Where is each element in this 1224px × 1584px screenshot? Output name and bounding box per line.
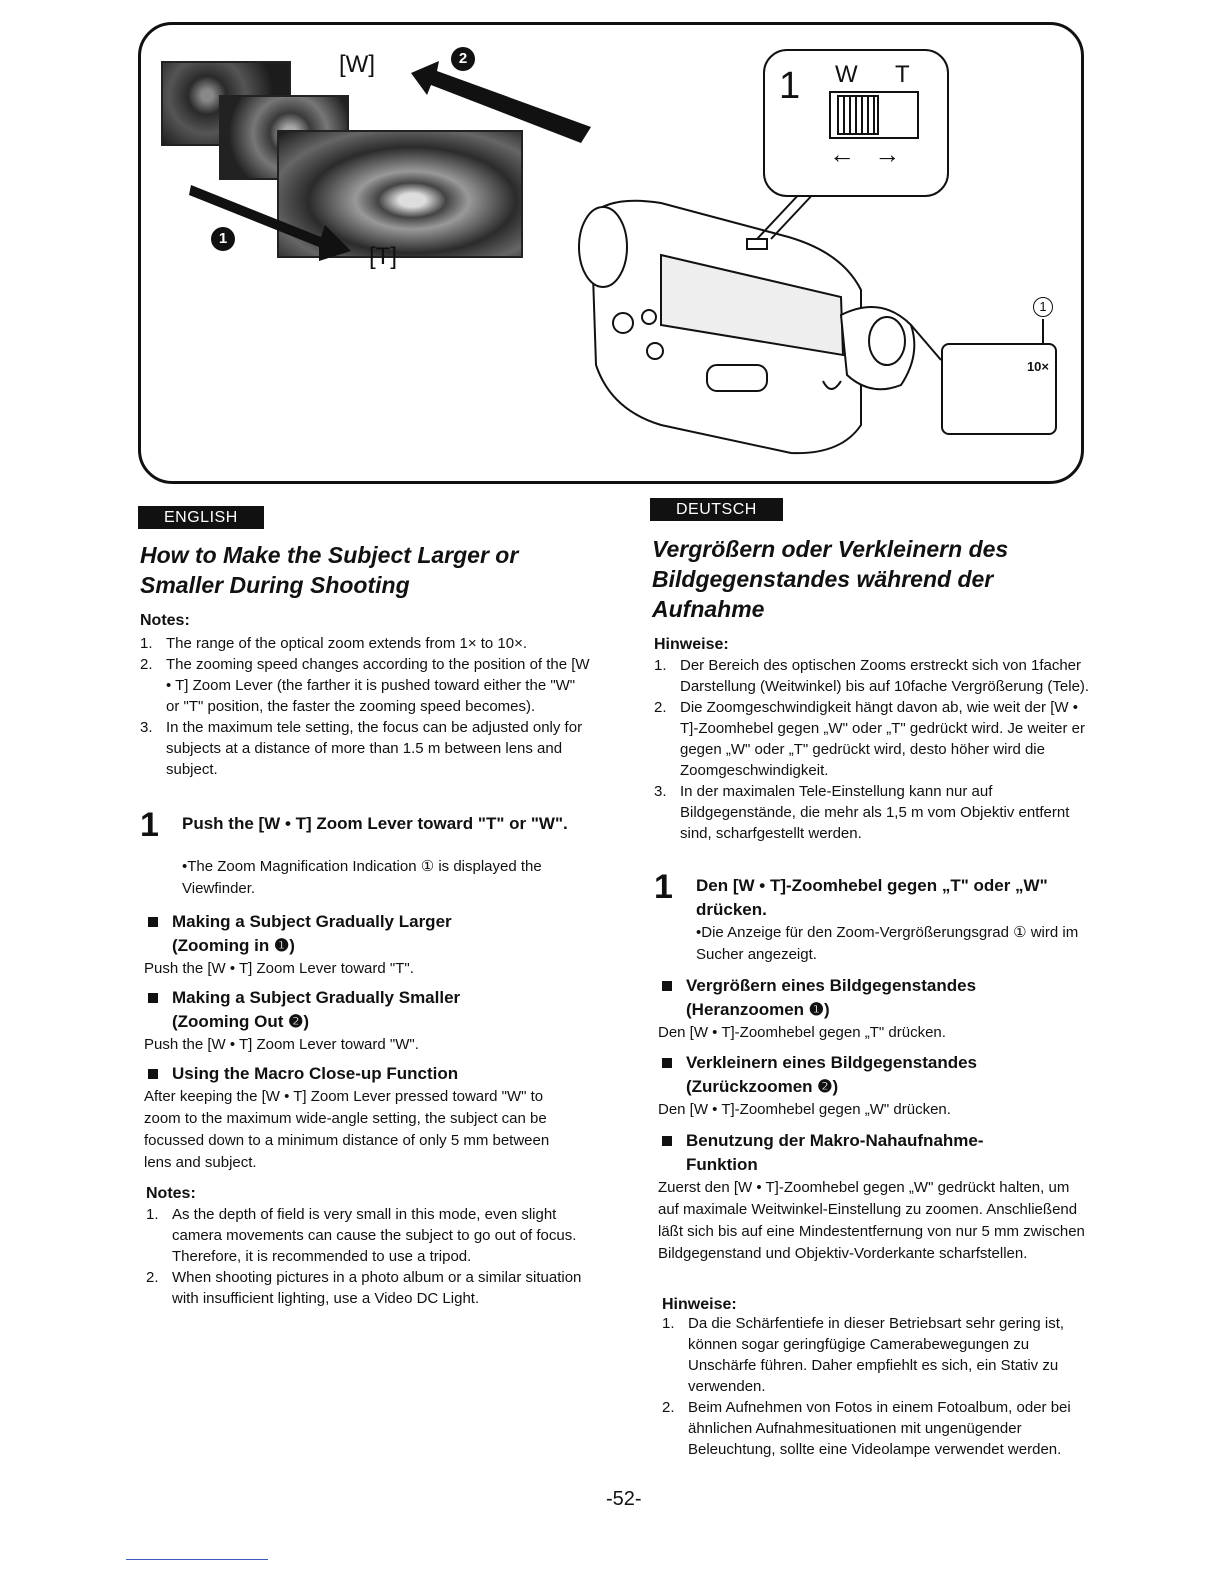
step-heading: Den [W • T]-Zoomhebel gegen „T" oder „W" drücken. xyxy=(696,876,1048,919)
deutsch-title-line2: Bildgegenstandes während der xyxy=(652,566,994,592)
deutsch-tab: DEUTSCH xyxy=(650,498,783,521)
bullet-square-icon xyxy=(148,917,158,927)
zoom-lever-knob xyxy=(837,95,879,135)
section-body: Den [W • T]-Zoomhebel gegen „T" drücken. xyxy=(658,1024,946,1041)
bullet-square-icon xyxy=(148,993,158,1003)
zoom-magnification-readout: 10× xyxy=(1026,359,1049,374)
lever-t-label: T xyxy=(895,61,910,88)
bullet-square-icon xyxy=(662,1058,672,1068)
deutsch-title-line3: Aufnahme xyxy=(652,596,765,622)
footer-rule xyxy=(126,1559,268,1560)
list-item: 1. Der Bereich des optischen Zooms erstreckt sich von 1facher Darstellung (Weitwinkel) bis auf 10fache Vergrößerung (Tele). xyxy=(654,657,1090,695)
section-title: Vergrößern eines Bildgegenstandes (Heranzoomen ❶) xyxy=(686,976,977,1019)
english-title-line1: How to Make the Subject Larger or xyxy=(140,542,519,568)
section-body: Den [W • T]-Zoomhebel gegen „W" drücken. xyxy=(658,1101,951,1118)
section-title: Using the Macro Close-up Function xyxy=(172,1064,459,1083)
arrow-zoom-in-icon xyxy=(189,185,351,261)
zoom-illustration xyxy=(138,22,1084,484)
list-item: 1. Da die Schärfentiefe in dieser Betriebsart sehr gering ist, können sogar geringfügige Camerabewegungen zu Unschärfe führen. Daher empfiehlt es sich, ein Stativ zu verwenden. xyxy=(662,1315,1065,1395)
step-heading: Push the [W • T] Zoom Lever toward "T" or "W". xyxy=(182,814,568,833)
callout-marker-1: 1 xyxy=(1033,297,1053,317)
deutsch-notes-list xyxy=(654,655,1090,844)
step-number: 1 xyxy=(140,806,159,844)
lever-direction-arrows-icon: ← → xyxy=(829,139,907,169)
english-title-line2: Smaller During Shooting xyxy=(140,572,410,598)
step-bullet: •The Zoom Magnification Indication ① is displayed the Viewfinder. xyxy=(182,858,542,897)
bullet-square-icon xyxy=(148,1069,158,1079)
list-item: 1. The range of the optical zoom extends from 1× to 10×. xyxy=(140,635,528,652)
bullet-square-icon xyxy=(662,981,672,991)
english-tab: ENGLISH xyxy=(138,506,264,529)
label-t: [T] xyxy=(369,243,397,270)
list-item: 2. When shooting pictures in a photo album or a similar situation with insufficient lighting, use a Video DC Light. xyxy=(146,1269,582,1307)
bullet-square-icon xyxy=(662,1136,672,1146)
section-title: Making a Subject Gradually Larger (Zooming in ❶) xyxy=(172,912,452,955)
badge-zoom-out: 2 xyxy=(451,47,475,71)
step-bullet: •Die Anzeige für den Zoom-Vergrößerungsgrad ① wird im Sucher angezeigt. xyxy=(696,924,1079,963)
page-number: -52- xyxy=(606,1488,642,1510)
english-notes2-list xyxy=(146,1204,586,1309)
list-item: 2. Beim Aufnehmen von Fotos in einem Fotoalbum, oder bei ähnlichen Aufnahmesituationen mit ungenügender Beleuchtung, sollte eine Videolampe verwendet werden. xyxy=(662,1399,1071,1458)
arrow-zoom-out-icon xyxy=(411,61,591,143)
english-title xyxy=(140,540,600,600)
section-body: Zuerst den [W • T]-Zoomhebel gegen „W" gedrückt halten, um auf maximale Weitwinkel-Einstellung zu zoomen. Anschließend läßt sich bis auf eine Mindestentfernung von nur 5 mm zwischen Bildgegenstand und Objektiv-Vorderkante scharfstellen. xyxy=(658,1179,1085,1262)
list-item: 1. As the depth of field is very small in this mode, even slight camera movements can cause the subject to go out of focus. Therefore, it is recommended to use a tripod. xyxy=(146,1206,577,1265)
deutsch-title-line1: Vergrößern oder Verkleinern des xyxy=(652,536,1009,562)
badge-zoom-in: 1 xyxy=(211,227,235,251)
section-title: Verkleinern eines Bildgegenstandes (Zurückzoomen ❷) xyxy=(686,1053,978,1096)
list-item: 2. Die Zoomgeschwindigkeit hängt davon ab, wie weit der [W • T]-Zoomhebel gegen „W" oder „T" gedrückt wird. Je weiter er gegen „W" oder „T" gedrückt wird, desto höher wird die Zoomgeschwindigkeit. xyxy=(654,699,1085,779)
deutsch-notes2-label: Hinweise: xyxy=(662,1296,737,1313)
deutsch-notes-label: Hinweise: xyxy=(654,636,729,653)
section-title: Benutzung der Makro-Nahaufnahme- Funktion xyxy=(686,1131,984,1174)
section-body: Push the [W • T] Zoom Lever toward "T". xyxy=(144,960,414,977)
label-w: [W] xyxy=(339,51,375,78)
lever-w-label: W xyxy=(835,61,858,88)
section-body: Push the [W • T] Zoom Lever toward "W". xyxy=(144,1036,419,1053)
section-body: After keeping the [W • T] Zoom Lever pressed toward "W" to zoom to the maximum wide-angle setting, the subject can be focussed down to a minimum distance of only 5 mm between lens and subject. xyxy=(144,1088,550,1171)
english-notes-list xyxy=(140,633,590,780)
callout-step-number: 1 xyxy=(779,65,801,107)
list-item: 3. In der maximalen Tele-Einstellung kann nur auf Bildgegenstände, die mehr als 1,5 m vom Objektiv entfernt sind, scharfgestellt werden. xyxy=(654,783,1070,842)
deutsch-title xyxy=(652,534,1122,624)
english-notes-label: Notes: xyxy=(140,612,190,629)
zoom-lever-callout xyxy=(763,49,949,197)
list-item: 2. The zooming speed changes according to the position of the [W • T] Zoom Lever (the farther it is pushed toward either the "W" or "T" position, the faster the zooming speed becomes). xyxy=(140,656,590,715)
step-number: 1 xyxy=(654,868,673,906)
english-notes2-label: Notes: xyxy=(146,1185,196,1202)
viewfinder-display xyxy=(941,343,1057,435)
list-item: 3. In the maximum tele setting, the focus can be adjusted only for subjects at a distance of more than 1.5 m between lens and subject. xyxy=(140,719,583,778)
deutsch-notes2-list xyxy=(662,1313,1094,1460)
section-title: Making a Subject Gradually Smaller (Zooming Out ❷) xyxy=(172,988,461,1031)
